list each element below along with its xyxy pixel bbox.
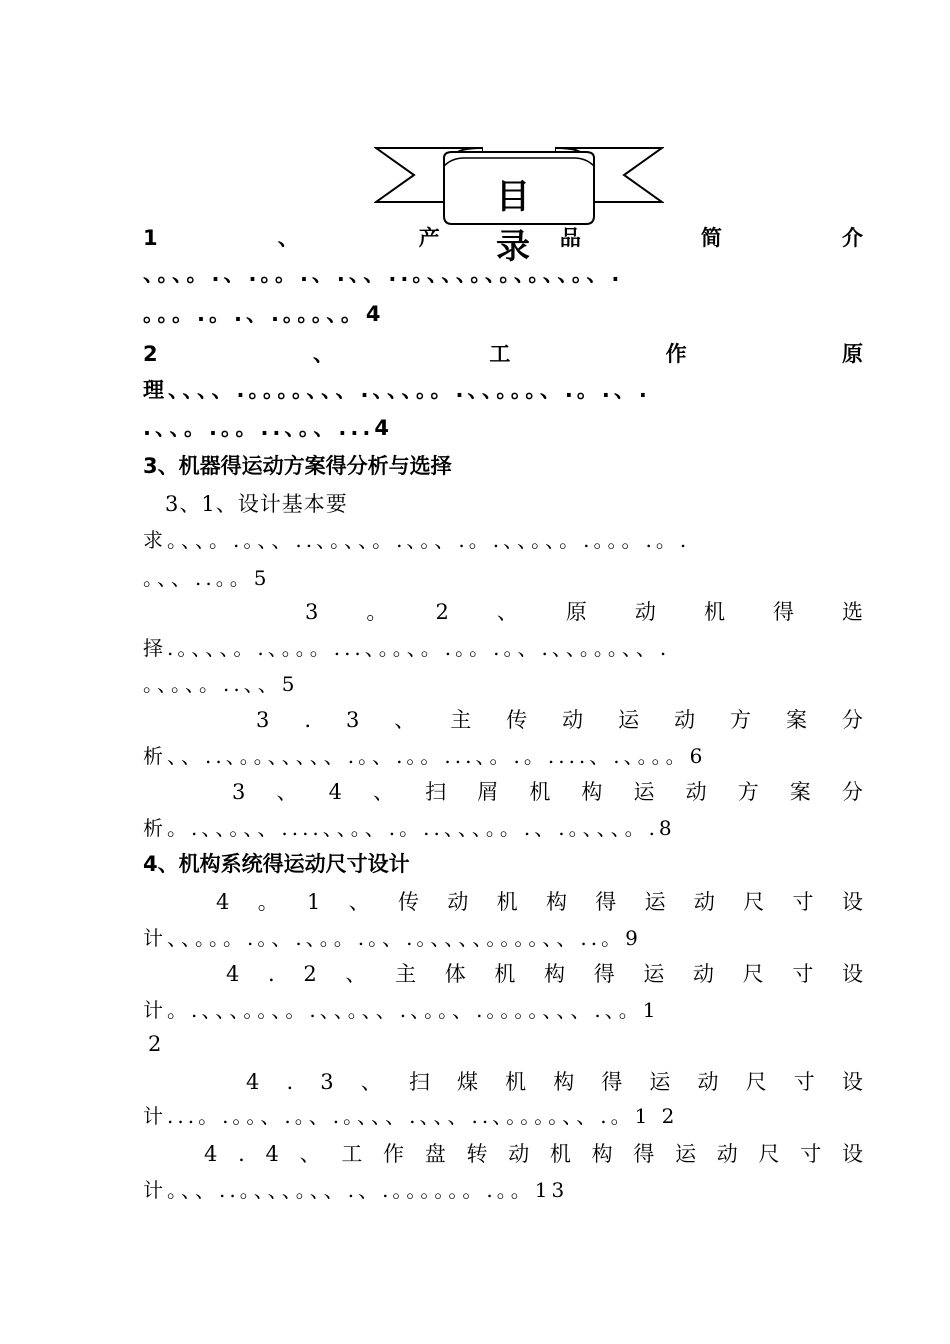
toc-line-11: 3 。 2 、 原 动 机 得 选: [305, 600, 863, 624]
toc-line-12: 择.。、、、。.、。。。...、。。、。.。。.。、.、、。。。、、.: [143, 636, 671, 660]
toc-line-16: 3 、 4 、 扫 屑 机 构 运 动 方 案 分: [232, 780, 863, 804]
toc-line-22: 计。.、、、。。、。.、、。、、.、。。、.。。。。、、、.、。1: [143, 998, 660, 1022]
toc-line-7: 3、机器得运动方案得分析与选择: [143, 454, 452, 478]
toc-line-21: 4 . 2 、 主 体 机 构 得 运 动 尺 寸 设: [226, 962, 863, 986]
toc-line-2: 、。、。.、.。。.、.、、..。、、、。、。、。、、。、.: [143, 262, 624, 286]
toc-line-4: 2 、 工 作 原: [143, 342, 863, 366]
toc-line-17: 析。.、、。、、....、、。、.。..、、、。。.、.。、、、。.8: [143, 816, 676, 840]
toc-line-18: 4、机构系统得运动尺寸设计: [143, 852, 410, 876]
toc-line-15: 析、、..、。。、、、、、.。、.。。...、。.。....、.、。。。6: [143, 744, 707, 768]
toc-line-25: 计...。.。。、.。、.。、、、.、、、..、。。。。、、.。1 2: [143, 1104, 679, 1128]
toc-line-5: 理、、、、.。。。。、、、.、、、。。.、、。。。、.。.、.: [143, 378, 651, 402]
toc-title: 目 录: [496, 177, 566, 267]
toc-line-26: 4 . 4 、 工 作 盘 转 动 机 构 得 运 动 尺 寸 设: [204, 1142, 863, 1166]
toc-line-14: 3 . 3 、 主 传 动 运 动 方 案 分: [256, 708, 863, 732]
toc-line-13: 。、。、。..、、5: [143, 672, 299, 696]
toc-line-9: 求。、、。.。、、..、。、、。.、。、.。.、、。、。.。。。.。.: [143, 528, 691, 552]
toc-line-24: 4 . 3 、 扫 煤 机 构 得 运 动 尺 寸 设: [246, 1070, 863, 1094]
toc-line-8: 3、1、设计基本要: [165, 492, 348, 516]
toc-line-20: 计、、。。。.。、.、。。.。、.。、、、、。。。。、、..。9: [143, 926, 642, 950]
toc-line-27: 计。、、..。、、、。、、.、.。。。。。。.。。13: [143, 1178, 569, 1202]
toc-line-3: 。。。.。.、.。。。、。4: [143, 302, 385, 326]
toc-line-23: 2: [148, 1032, 163, 1056]
toc-line-10: 。、、..。。5: [143, 566, 271, 590]
toc-line-19: 4 。 1 、 传 动 机 构 得 运 动 尺 寸 设: [216, 890, 863, 914]
toc-line-6: .、、。.。。..、。、...4: [143, 416, 393, 440]
toc-line-1: 1 、 产 品 简 介: [143, 226, 863, 250]
